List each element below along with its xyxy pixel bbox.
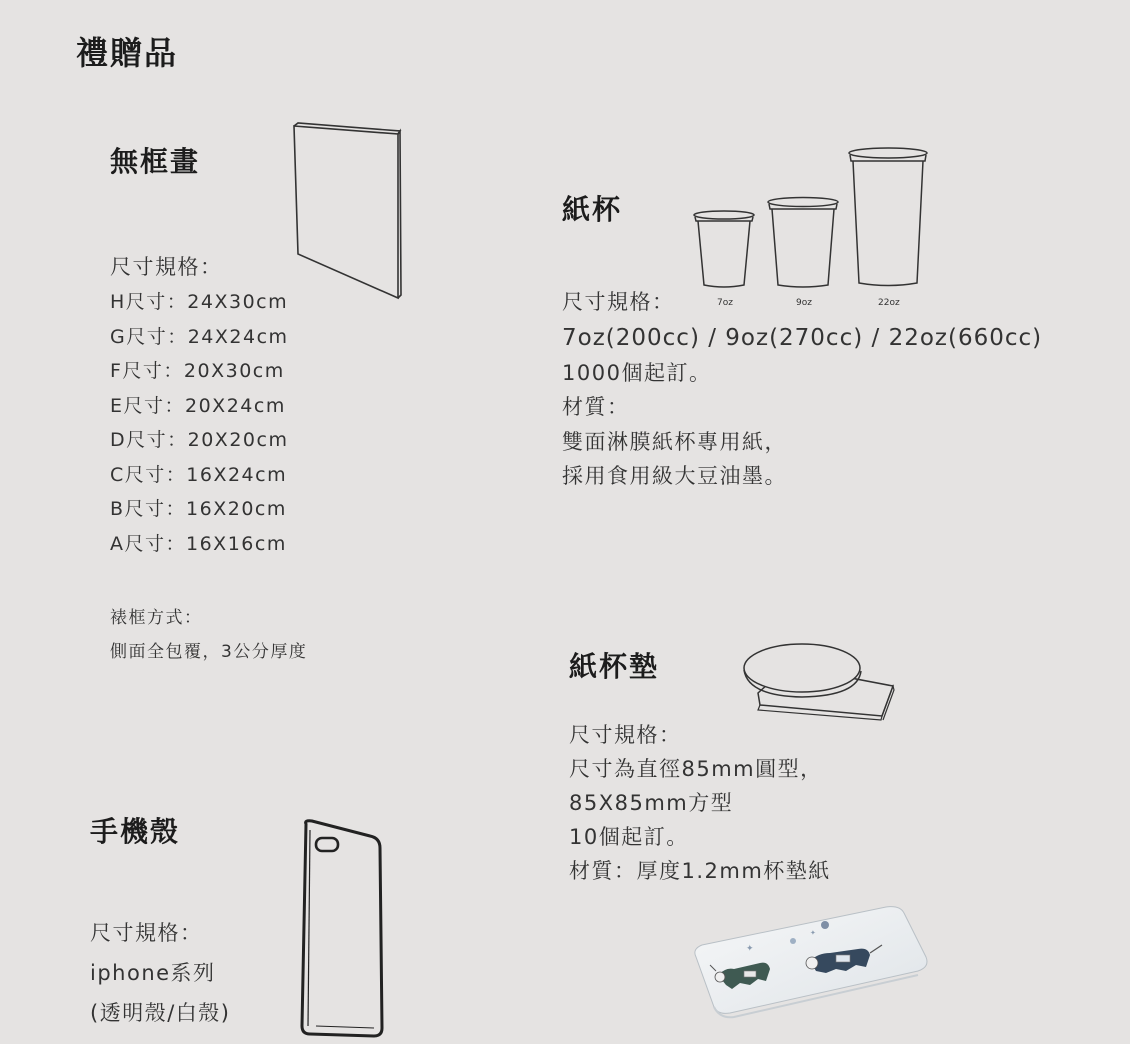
phone-case-title: 手機殼 [90, 815, 181, 848]
phone-case-types: (透明殼/白殼) [90, 1001, 231, 1025]
svg-text:✦: ✦ [746, 944, 754, 954]
phone-model: iphone系列 [90, 961, 216, 985]
list-item: B尺寸：16X20cm [110, 498, 287, 520]
mount-detail: 側面全包覆，3公分厚度 [110, 642, 308, 662]
coaster-icon [740, 638, 900, 720]
phone-case-icon [296, 818, 386, 1040]
list-item: E尺寸：20X24cm [110, 394, 286, 417]
list-item: A尺寸：16X16cm [110, 532, 287, 555]
cup-label-9oz: 9oz [796, 298, 812, 308]
page-title: 禮贈品 [76, 34, 179, 72]
cup-min-order: 1000個起訂。 [562, 361, 712, 385]
coaster-square-size: 85X85mm方型 [569, 791, 734, 815]
list-item: D尺寸：20X20cm [110, 429, 289, 451]
coaster-title: 紙杯墊 [569, 650, 660, 683]
paper-cup-icon [690, 145, 935, 310]
cup-material-heading: 材質： [562, 395, 630, 419]
list-item: G尺寸：24X24cm [110, 325, 289, 348]
phone-case-photo [690, 905, 930, 1035]
coaster-round-size: 尺寸為直徑85mm圓型， [569, 757, 823, 781]
svg-text:✦: ✦ [810, 929, 816, 937]
canvas-icon [290, 120, 405, 302]
painting-size-heading: 尺寸規格： [110, 255, 223, 279]
mount-heading: 裱框方式： [110, 608, 203, 628]
coaster-min-order: 10個起訂。 [569, 825, 689, 849]
list-item: C尺寸：16X24cm [110, 463, 288, 486]
painting-size-list [110, 285, 289, 561]
cup-material-ink: 採用食用級大豆油墨。 [562, 464, 787, 488]
cup-label-7oz: 7oz [717, 298, 733, 308]
coaster-size-heading: 尺寸規格： [569, 723, 682, 747]
cup-material-paper: 雙面淋膜紙杯專用紙， [562, 430, 787, 454]
cup-label-22oz: 22oz [878, 298, 900, 308]
frameless-painting-title: 無框畫 [110, 145, 201, 178]
list-item: H尺寸：24X30cm [110, 291, 289, 313]
cup-size-values: 7oz(200cc) / 9oz(270cc) / 22oz(660cc) [562, 325, 1043, 351]
phone-size-heading: 尺寸規格： [90, 921, 203, 945]
paper-cup-title: 紙杯 [562, 193, 623, 226]
cup-size-heading: 尺寸規格： [562, 290, 675, 314]
coaster-material: 材質：厚度1.2mm杯墊紙 [569, 859, 831, 883]
list-item: F尺寸：20X30cm [110, 360, 285, 382]
